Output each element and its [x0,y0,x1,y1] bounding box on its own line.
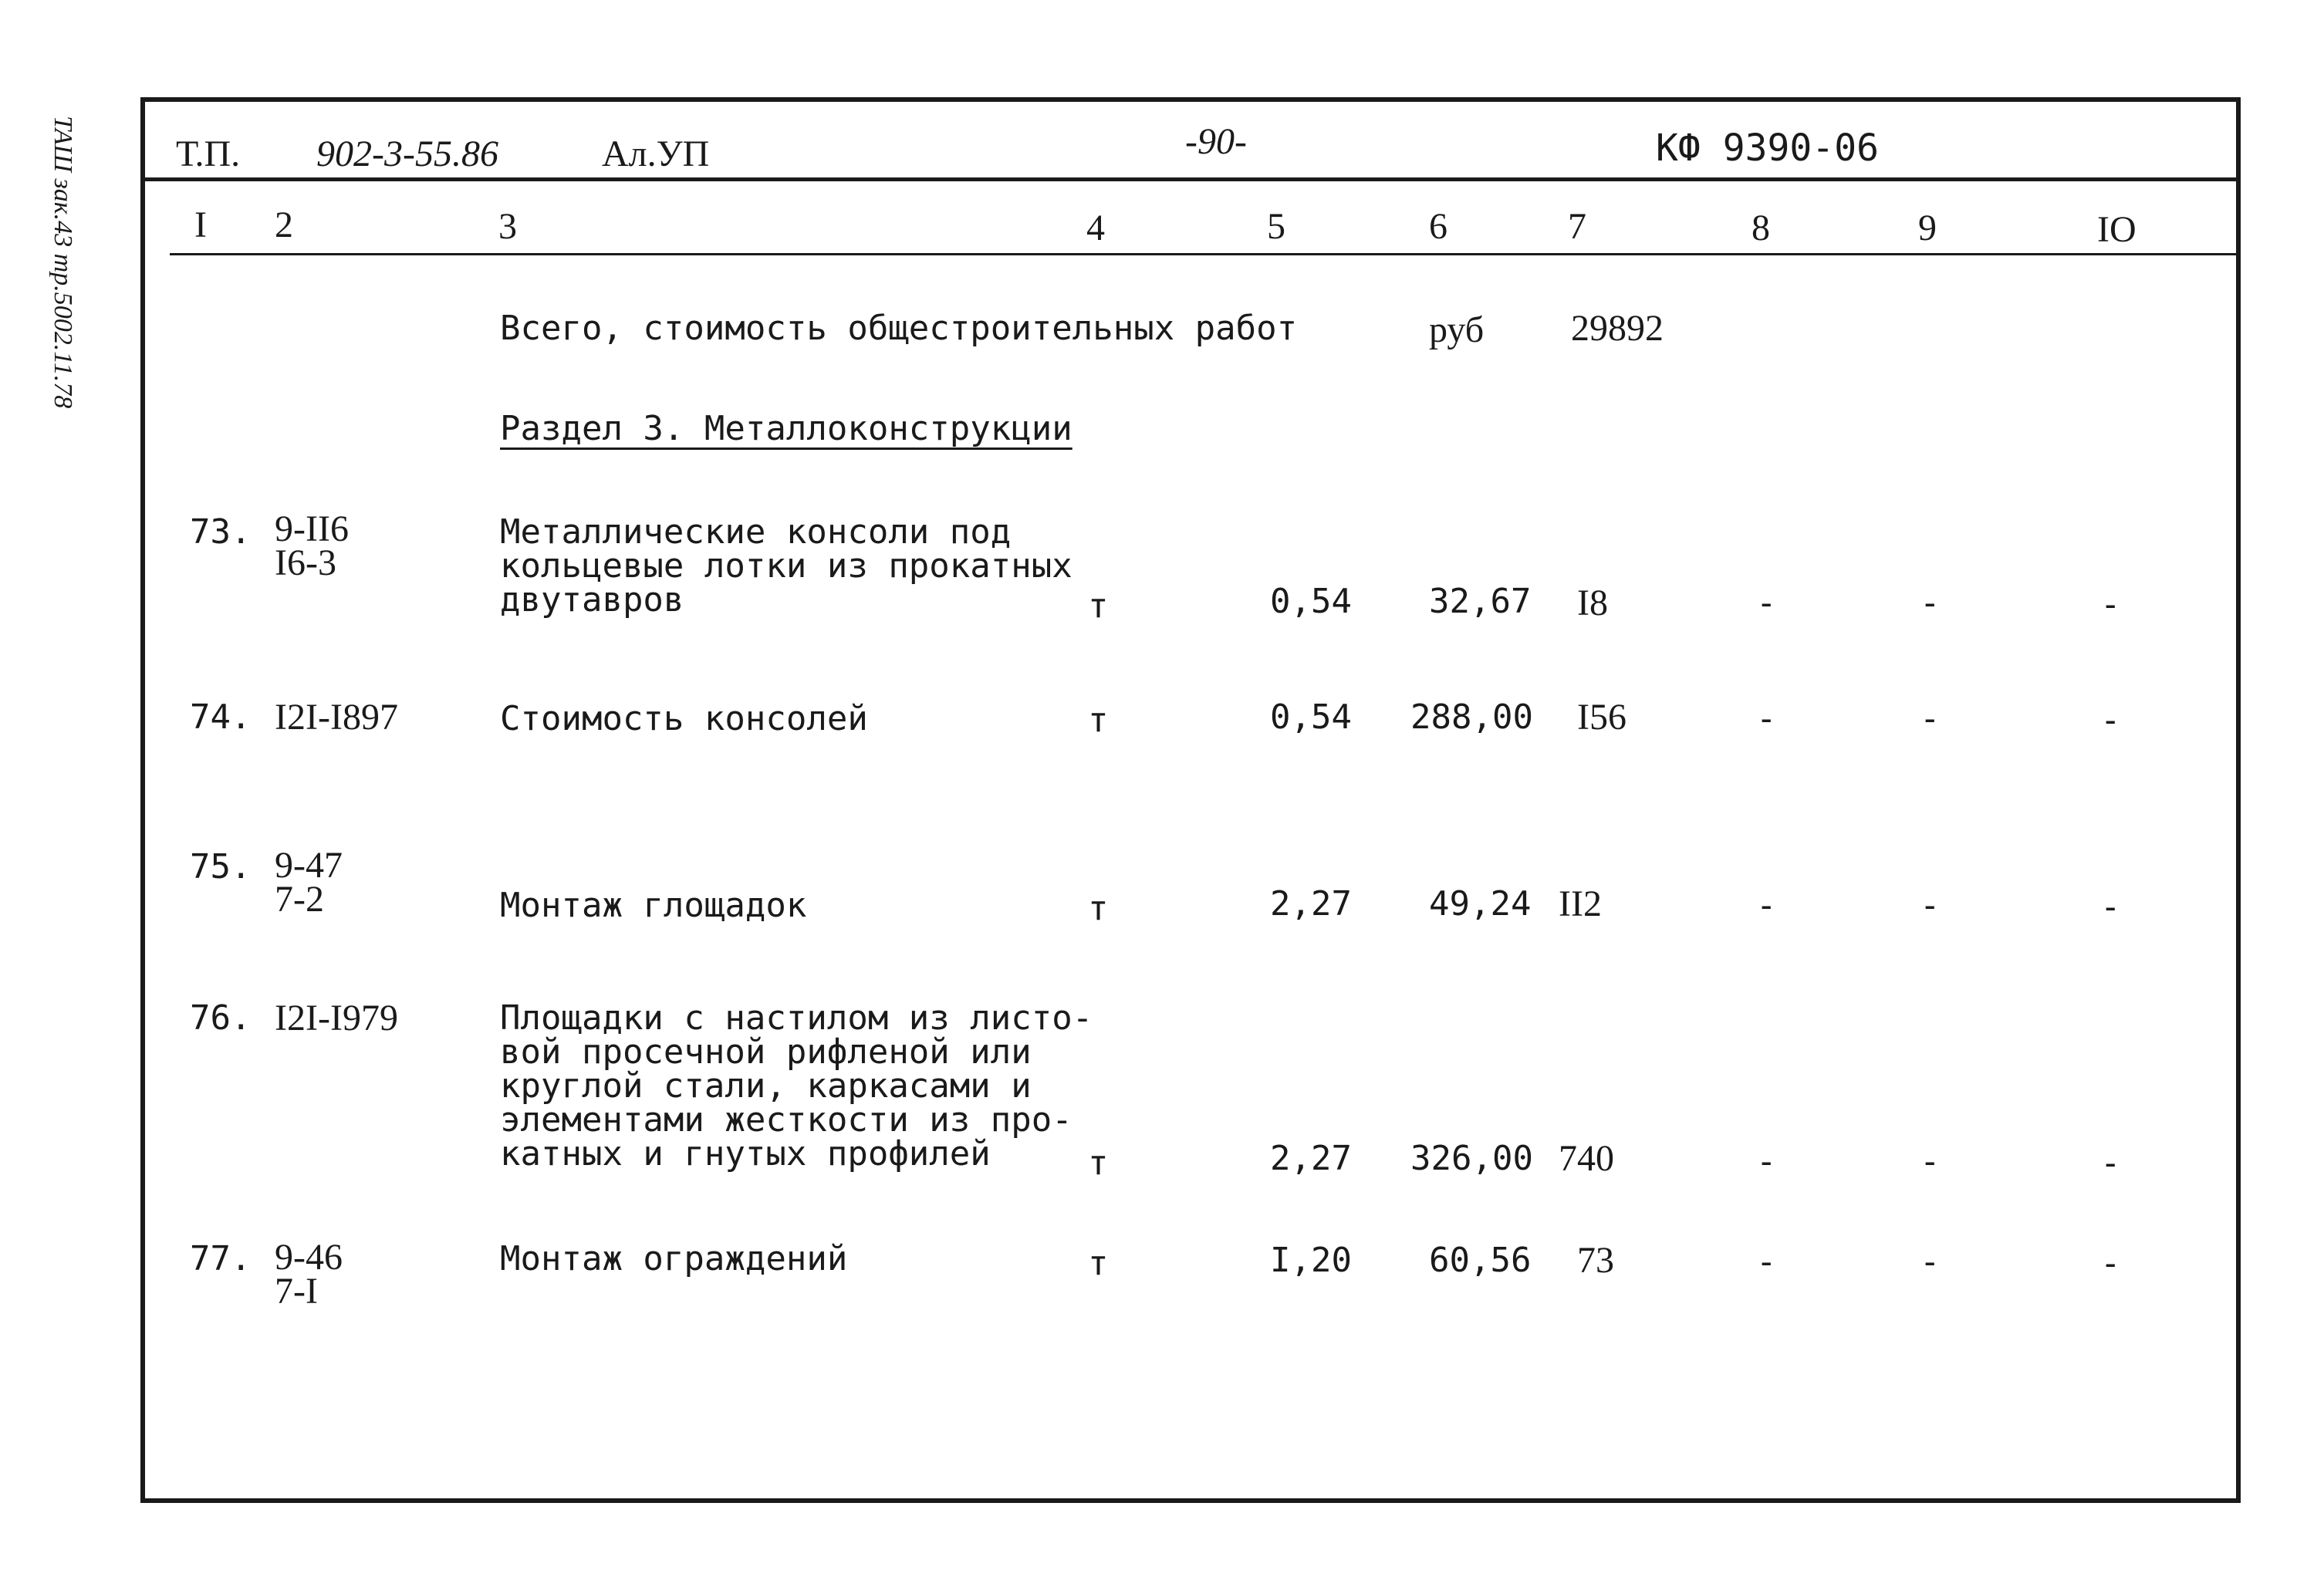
total-unit: руб [1429,309,1485,350]
row-73-num: 73. [190,512,252,552]
col-header-10: IO [2097,209,2137,250]
column-header-divider [170,253,2241,255]
row-76-unit: т [1088,1143,1109,1183]
row-73-price: 32,67 [1429,582,1532,621]
row-73-cost: I8 [1577,583,1608,623]
row-76-cost: 740 [1559,1138,1614,1179]
doc-code: КФ 9390-06 [1656,127,1879,170]
row-73-unit: т [1088,586,1109,626]
row-77-name: Монтаж ограждений [500,1239,848,1278]
margin-archive-note: ТАШ зак.43 тр.5002.11.78 [49,116,77,409]
col-header-1: I [194,204,207,245]
row-76-qty: 2,27 [1270,1139,1352,1178]
row-74-qty: 0,54 [1270,697,1352,737]
row-74-col8: - [1756,699,1777,738]
col-header-7: 7 [1568,206,1586,247]
row-77-col8: - [1756,1242,1777,1282]
page-number: -90- [1185,121,1247,162]
row-76-num: 76. [190,998,252,1038]
header-album: Ал.УП [602,133,710,174]
row-76-col10: - [2100,1143,2121,1183]
row-77-col9: - [1920,1242,1941,1282]
row-75-col8: - [1756,886,1777,925]
row-75-code: 9-47 7-2 [275,845,343,920]
row-74-num: 74. [190,697,252,737]
row-77-num: 77. [190,1239,252,1278]
header-divider [140,177,2241,181]
row-74-name: Стоимость консолей [500,699,868,738]
col-header-3: 3 [498,206,517,247]
row-76-code: I2I-I979 [275,998,398,1038]
row-73-col9: - [1920,583,1941,623]
row-75-qty: 2,27 [1270,884,1352,924]
row-76-col9: - [1920,1142,1941,1181]
row-76-name: Площадки с настилом из листо- вой просечной рифленой или круглой стали, каркасами и элементами жесткости из про- катных и гнутых профилей [500,998,1093,1174]
row-77-price: 60,56 [1429,1241,1532,1280]
row-73-qty: 0,54 [1270,582,1352,621]
row-73-col10: - [2100,585,2121,624]
row-73-col8: - [1756,583,1777,623]
row-76-col8: - [1756,1142,1777,1181]
row-75-col9: - [1920,886,1941,925]
header-tp: Т.П. [176,133,241,174]
col-header-9: 9 [1918,208,1937,248]
row-73-name: Металлические консоли под кольцевые лотки из прокатных двутавров [500,512,1072,620]
row-74-col10: - [2100,701,2121,740]
total-value: 29892 [1571,308,1664,349]
total-label: Всего, стоимость общестроительных работ [500,309,1298,348]
row-74-price: 288,00 [1410,697,1533,737]
col-header-2: 2 [275,204,293,245]
header-project-code: 902-3-55.86 [316,133,498,174]
row-73-code: 9-II6 I6-3 [275,508,349,583]
row-74-unit: т [1088,701,1109,740]
col-header-4: 4 [1086,208,1105,248]
col-header-8: 8 [1751,208,1770,248]
row-75-col10: - [2100,887,2121,927]
row-75-unit: т [1088,889,1109,928]
row-77-qty: I,20 [1270,1241,1352,1280]
row-75-price: 49,24 [1429,884,1532,924]
col-header-6: 6 [1429,206,1447,247]
row-74-cost: I56 [1577,697,1626,738]
row-76-price: 326,00 [1410,1139,1533,1178]
row-77-cost: 73 [1577,1240,1614,1281]
row-74-col9: - [1920,699,1941,738]
row-75-cost: II2 [1559,883,1602,924]
row-77-code: 9-46 7-I [275,1237,343,1312]
row-75-name: Монтаж глощадок [500,886,807,925]
row-77-unit: т [1088,1244,1109,1283]
section-title: Раздел 3. Металлоконструкции [500,409,1072,448]
row-77-col10: - [2100,1244,2121,1283]
row-74-code: I2I-I897 [275,697,398,738]
col-header-5: 5 [1267,206,1285,247]
row-75-num: 75. [190,847,252,886]
